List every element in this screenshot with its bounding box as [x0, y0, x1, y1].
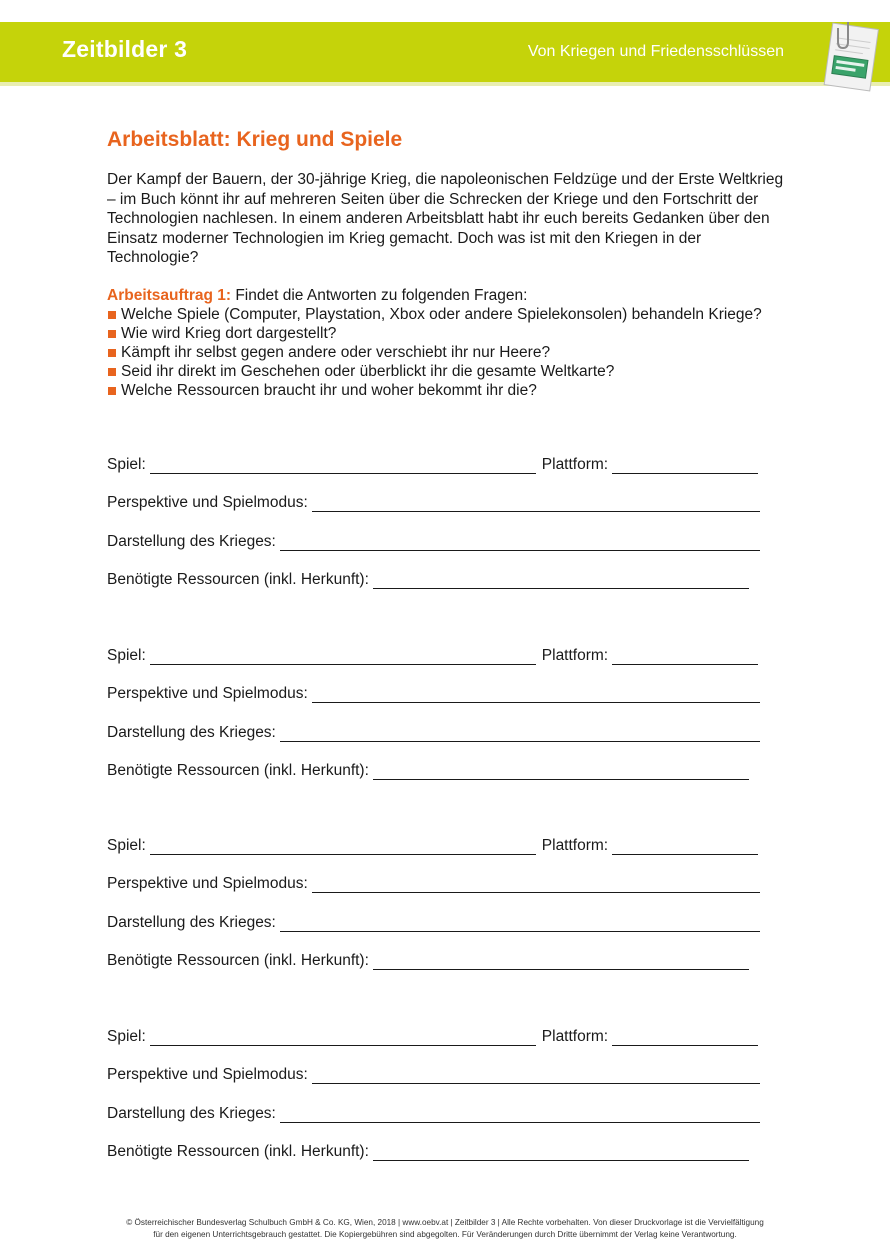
brand-title: Zeitbilder 3: [62, 36, 188, 62]
depiction-row: [107, 529, 760, 551]
resources-row: [107, 567, 749, 589]
game-answer-line[interactable]: [150, 1029, 536, 1046]
resources-answer-line[interactable]: [373, 1144, 749, 1161]
bullet-square-icon: [108, 368, 116, 376]
game-answer-line[interactable]: [150, 457, 536, 474]
resources-answer-line[interactable]: [373, 572, 749, 589]
footer-line: © Österreichischer Bundesverlag Schulbuch GmbH & Co. KG, Wien, 2018 | www.oebv.at | Zeitbilder 3 | Alle Rechte vorbehalten. Von dieser Druckvorlage ist die Vervielfältigung: [126, 1218, 764, 1227]
depiction-answer-line[interactable]: [280, 725, 760, 742]
worksheet-document-icon: [818, 18, 884, 100]
task-label: Arbeitsauftrag 1:: [107, 287, 232, 304]
game-row: [107, 643, 758, 665]
question-item: [107, 343, 787, 362]
bullet-square-icon: [108, 387, 116, 395]
depiction-label: Darstellung des Krieges:: [107, 533, 276, 550]
footer-line: für den eigenen Unterrichtsgebrauch gestattet. Die Kopiergebühren sind abgegolten. Für Veränderungen durch Dritte übernimmt der Verlag keine Verantwortung.: [153, 1230, 737, 1239]
perspective-answer-line[interactable]: [312, 495, 760, 512]
resources-row: [107, 1139, 749, 1161]
platform-answer-line[interactable]: [612, 838, 758, 855]
platform-answer-line[interactable]: [612, 648, 758, 665]
perspective-row: [107, 490, 760, 512]
task-section: [107, 286, 787, 400]
bullet-square-icon: [108, 349, 116, 357]
game-row: [107, 833, 758, 855]
worksheet-title: Arbeitsblatt: Krieg und Spiele: [107, 128, 403, 151]
depiction-label: Darstellung des Krieges:: [107, 914, 276, 931]
game-row: [107, 452, 758, 474]
perspective-label: Perspektive und Spielmodus:: [107, 1066, 308, 1083]
question-text: Kämpft ihr selbst gegen andere oder verschiebt ihr nur Heere?: [121, 344, 551, 361]
task-instruction: Findet die Antworten zu folgenden Fragen:: [231, 287, 528, 304]
perspective-row: [107, 1062, 760, 1084]
resources-label: Benötigte Ressourcen (inkl. Herkunft):: [107, 571, 369, 588]
question-text: Welche Ressourcen braucht ihr und woher bekommt ihr die?: [121, 382, 537, 399]
question-text: Wie wird Krieg dort dargestellt?: [121, 325, 337, 342]
perspective-label: Perspektive und Spielmodus:: [107, 494, 308, 511]
question-list: [107, 305, 787, 400]
platform-label: Plattform:: [541, 647, 609, 664]
chapter-title: Von Kriegen und Friedensschlüssen: [527, 43, 784, 60]
game-row: [107, 1024, 758, 1046]
platform-label: Plattform:: [541, 1028, 609, 1045]
question-item: [107, 381, 787, 400]
resources-label: Benötigte Ressourcen (inkl. Herkunft):: [107, 952, 369, 969]
depiction-answer-line[interactable]: [280, 534, 760, 551]
platform-label: Plattform:: [541, 456, 609, 473]
intro-paragraph: Der Kampf der Bauern, der 30-jährige Krieg, die napoleonischen Feldzüge und der Erste Weltkrieg – im Buch könnt ihr auf mehreren Seiten über die Schrecken der Kriege und den Fortschritt der Technologien nachlesen. In einem anderen Arbeitsblatt habt ihr euch bereits Gedanken über den Einsatz moderner Technologien im Krieg gemacht. Doch was ist mit den Kriegen in der Technologie?: [107, 171, 784, 266]
perspective-answer-line[interactable]: [312, 876, 760, 893]
copyright-footer: [60, 1217, 830, 1241]
perspective-row: [107, 681, 760, 703]
resources-answer-line[interactable]: [373, 953, 749, 970]
game-label: Spiel:: [107, 456, 146, 473]
task-heading: [107, 286, 787, 305]
platform-answer-line[interactable]: [612, 457, 758, 474]
platform-answer-line[interactable]: [612, 1029, 758, 1046]
question-item: [107, 362, 787, 381]
depiction-row: [107, 720, 760, 742]
header-divider: [0, 82, 890, 86]
depiction-row: [107, 1101, 760, 1123]
perspective-row: [107, 871, 760, 893]
resources-row: [107, 758, 749, 780]
resources-answer-line[interactable]: [373, 763, 749, 780]
game-label: Spiel:: [107, 837, 146, 854]
question-item: [107, 305, 787, 324]
game-answer-line[interactable]: [150, 838, 536, 855]
depiction-answer-line[interactable]: [280, 1106, 760, 1123]
perspective-label: Perspektive und Spielmodus:: [107, 685, 308, 702]
depiction-row: [107, 910, 760, 932]
platform-label: Plattform:: [541, 837, 609, 854]
game-answer-line[interactable]: [150, 648, 536, 665]
perspective-answer-line[interactable]: [312, 1067, 760, 1084]
perspective-label: Perspektive und Spielmodus:: [107, 875, 308, 892]
resources-label: Benötigte Ressourcen (inkl. Herkunft):: [107, 1143, 369, 1160]
question-text: Seid ihr direkt im Geschehen oder überblickt ihr die gesamte Weltkarte?: [121, 363, 615, 380]
depiction-label: Darstellung des Krieges:: [107, 1105, 276, 1122]
game-label: Spiel:: [107, 1028, 146, 1045]
resources-label: Benötigte Ressourcen (inkl. Herkunft):: [107, 762, 369, 779]
bullet-square-icon: [108, 311, 116, 319]
game-label: Spiel:: [107, 647, 146, 664]
question-text: Welche Spiele (Computer, Playstation, Xbox oder andere Spielekonsolen) behandeln Kriege?: [121, 306, 762, 323]
bullet-square-icon: [108, 330, 116, 338]
perspective-answer-line[interactable]: [312, 686, 760, 703]
depiction-label: Darstellung des Krieges:: [107, 724, 276, 741]
depiction-answer-line[interactable]: [280, 915, 760, 932]
resources-row: [107, 948, 749, 970]
question-item: [107, 324, 787, 343]
